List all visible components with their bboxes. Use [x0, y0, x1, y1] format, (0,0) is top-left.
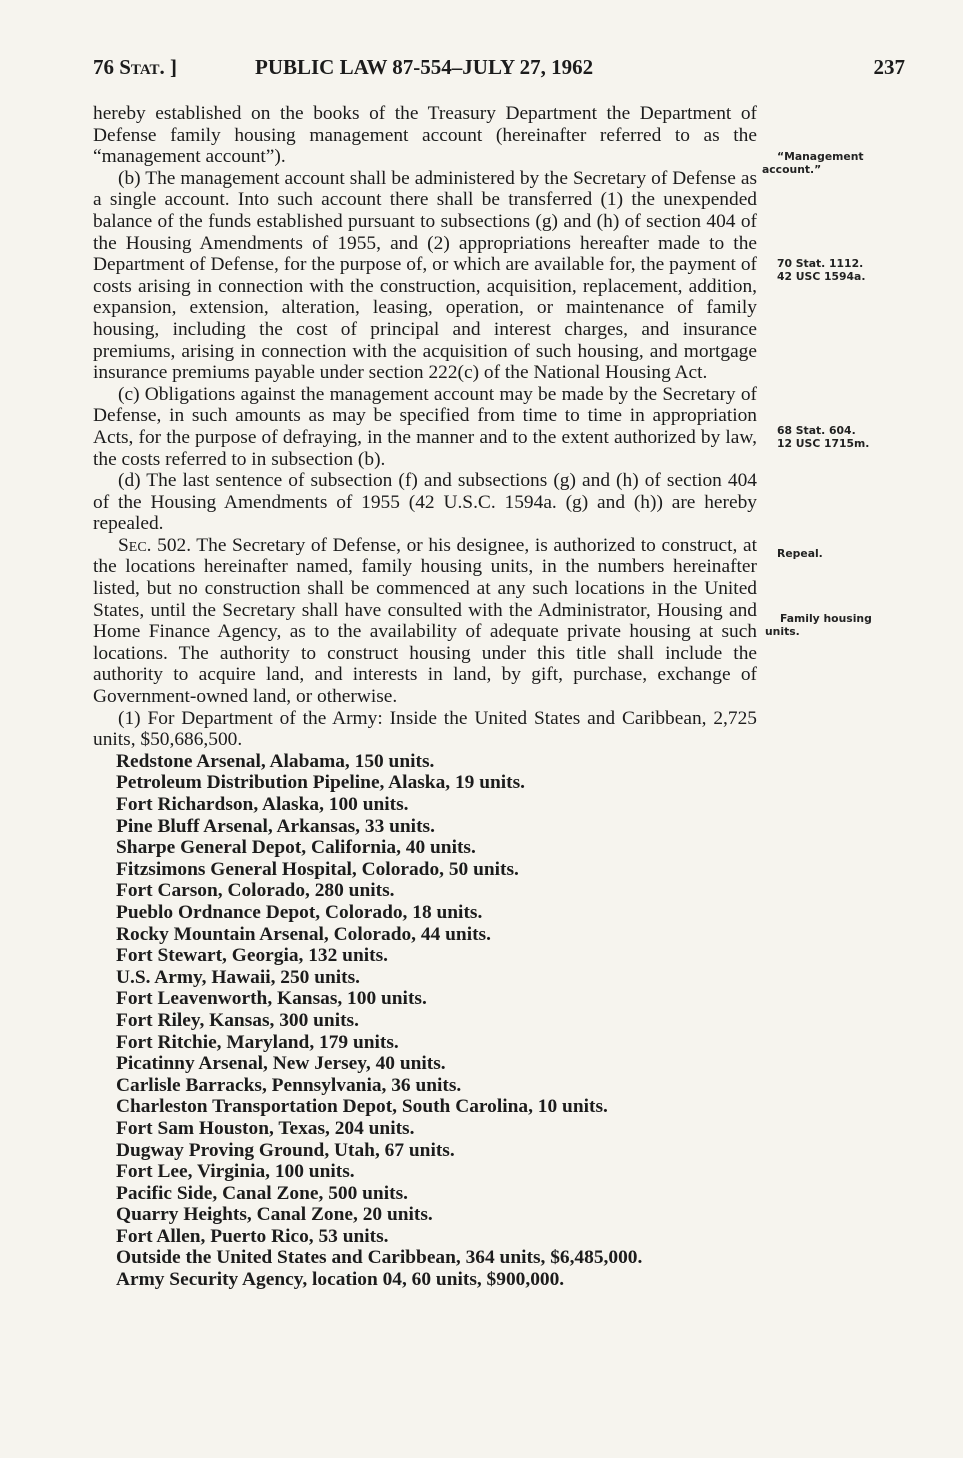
- running-header: [93, 55, 905, 85]
- location-item: Fort Sam Houston, Texas, 204 units.: [116, 1117, 415, 1139]
- location-item: Fort Riley, Kansas, 300 units.: [116, 1009, 359, 1031]
- location-item: U.S. Army, Hawaii, 250 units.: [116, 966, 361, 988]
- army-authorization: (1) For Department of the Army: Inside the United States and Caribbean, 2,725 units, $50,686,500.: [93, 707, 757, 751]
- statute-text: [93, 103, 757, 1291]
- section-502: Sec. 502. The Secretary of Defense, or his designee, is authorized to construct, at the locations hereinafter named, family housing units, in the numbers hereinafter listed, but no construction shall be commenced at any such locations in the United States, until the Secretary shall have consulted with the Administrator, Housing and Home Finance Agency, as to the availability of adequate private housing at such locations. The authority to construct housing under this title shall include the authority to acquire land, and interests in land, by gift, purchase, exchange of Government-owned land, or otherwise.: [93, 534, 757, 708]
- location-item: Quarry Heights, Canal Zone, 20 units.: [116, 1204, 433, 1226]
- margin-note-citation-2: 68 Stat. 604. 12 USC 1715m.: [777, 424, 870, 450]
- law-title: PUBLIC LAW 87-554–JULY 27, 1962: [255, 55, 594, 79]
- location-item: Petroleum Distribution Pipeline, Alaska, 19 units.: [116, 772, 526, 794]
- location-item: Picatinny Arsenal, New Jersey, 40 units.: [116, 1053, 446, 1075]
- margin-note-management-account: “Management account.”: [762, 150, 864, 176]
- paragraph-c: (c) Obligations against the management account may be made by the Secretary of Defense, in such amounts as may be specified from time to time in appropriation Acts, for the purpose of defraying, in the manner and to the extent authorized by law, the costs referred to in subsection (b).: [93, 383, 757, 470]
- outside-list: [93, 1247, 757, 1290]
- location-item: Fitzsimons General Hospital, Colorado, 50 units.: [116, 858, 519, 880]
- paragraph-account-established: hereby established on the books of the Treasury Department the Department of Defense family housing management account (hereinafter referred to as the “management account”).: [93, 103, 757, 168]
- page-number: 237: [873, 55, 905, 79]
- location-item: Fort Leavenworth, Kansas, 100 units.: [116, 988, 427, 1010]
- location-item: Redstone Arsenal, Alabama, 150 units.: [116, 750, 435, 772]
- paragraph-b: (b) The management account shall be administered by the Secretary of Defense as a single account. Into such account there shall be transferred (1) the unexpended balance of the funds established pursuant to subsections (g) and (h) of section 404 of the Housing Amendments of 1955, and (2) appropriations hereafter made to the Department of Defense, for the purpose of, or which are available for, the payment of costs arising in connection with the construction, acquisition, replacement, addition, expansion, extension, alteration, leasing, operation, or maintenance of family housing, including the cost of principal and interest charges, and insurance premiums, arising in connection with the acquisition of such housing, and mortgage insurance premiums payable under section 222(c) of the National Housing Act.: [93, 167, 757, 384]
- outside-item: Outside the United States and Caribbean, 364 units, $6,485,000.: [116, 1247, 643, 1269]
- location-item: Fort Ritchie, Maryland, 179 units.: [116, 1031, 399, 1053]
- paragraph-d: (d) The last sentence of subsection (f) and subsections (g) and (h) of section 404 of the Housing Amendments of 1955 (42 U.S.C. 1594a. (g) and (h)) are hereby repealed.: [93, 470, 757, 535]
- margin-note-family-housing: Family housing units.: [765, 612, 872, 638]
- outside-item: Army Security Agency, location 04, 60 units, $900,000.: [116, 1269, 565, 1291]
- margin-note-repeal: Repeal.: [777, 547, 823, 560]
- location-item: Charleston Transportation Depot, South Carolina, 10 units.: [116, 1096, 608, 1118]
- location-item: Dugway Proving Ground, Utah, 67 units.: [116, 1139, 455, 1161]
- location-item: Fort Carson, Colorado, 280 units.: [116, 880, 395, 902]
- location-item: Fort Stewart, Georgia, 132 units.: [116, 945, 388, 967]
- margin-note-citation-1: 70 Stat. 1112. 42 USC 1594a.: [777, 257, 866, 283]
- location-item: Sharpe General Depot, California, 40 units.: [116, 837, 476, 859]
- volume-citation: 76 Stat. ]: [93, 55, 178, 79]
- location-item: Pine Bluff Arsenal, Arkansas, 33 units.: [116, 815, 435, 837]
- location-item: Rocky Mountain Arsenal, Colorado, 44 units.: [116, 923, 491, 945]
- location-item: Fort Allen, Puerto Rico, 53 units.: [116, 1225, 389, 1247]
- location-item: Pueblo Ordnance Depot, Colorado, 18 units.: [116, 901, 483, 923]
- location-item: Pacific Side, Canal Zone, 500 units.: [116, 1182, 408, 1204]
- location-item: Fort Richardson, Alaska, 100 units.: [116, 794, 409, 815]
- location-list: [93, 751, 757, 1248]
- location-item: Carlisle Barracks, Pennsylvania, 36 units.: [116, 1074, 462, 1096]
- location-item: Fort Lee, Virginia, 100 units.: [116, 1161, 355, 1183]
